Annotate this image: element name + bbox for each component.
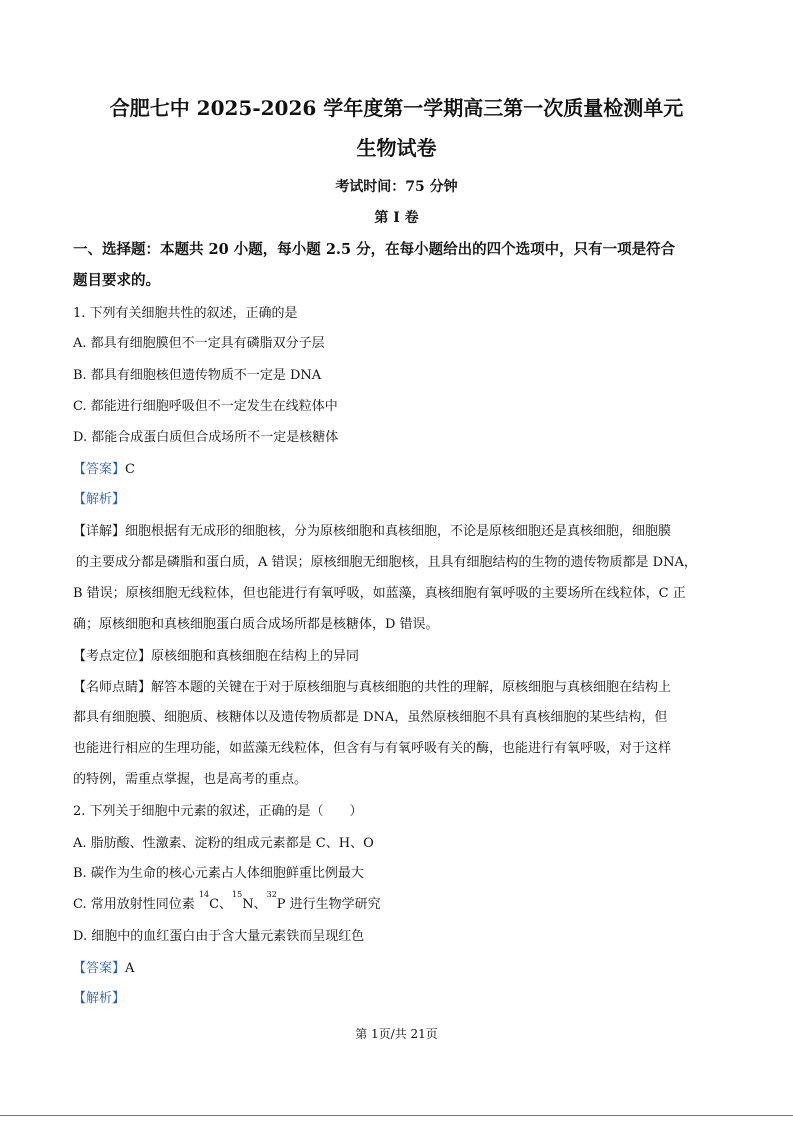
- q2-isotope-n: N、: [242, 897, 267, 912]
- q1-mingshi-label: 【名师点睛】: [73, 680, 152, 695]
- q1-kaodian: [73, 645, 359, 664]
- q1-mingshi-line4: 的特例，需重点掌握，也是高考的重点。: [73, 772, 308, 787]
- q1-option-a: A. 都具有细胞膜但不一定具有磷脂双分子层: [73, 336, 325, 351]
- exam-title-line1: 合肥七中 2025-2026 学年度第一学期高三第一次质量检测单元: [109, 96, 684, 120]
- q1-mingshi-line1: [73, 676, 671, 695]
- q1-mingshi-line2: 都具有细胞膜、细胞质、核糖体以及遗传物质都是 DNA，虽然原核细胞不具有真核细胞的某些结构，但: [73, 710, 668, 725]
- q2-stem: 2. 下列关于细胞中元素的叙述，正确的是（ ）: [73, 804, 363, 819]
- q2-answer: [73, 957, 134, 976]
- q2-option-b: B. 碳作为生命的核心元素占人体细胞鲜重比例最大: [73, 866, 364, 881]
- q1-option-d: D. 都能合成蛋白质但合成场所不一定是核糖体: [73, 430, 339, 445]
- q2-option-c-prefix: C. 常用放射性同位素: [73, 897, 199, 912]
- q1-mingshi-line3: 也能进行相应的生理功能，如蓝藻无线粒体，但含有与有氧呼吸有关的酶，也能进行有氧呼吸，对于这样: [73, 741, 672, 756]
- q2-isotope-mass-32: 32: [266, 890, 277, 899]
- q1-detail-line3: B 错误；原核细胞无线粒体，但也能进行有氧呼吸，如蓝藻，真核细胞有氧呼吸的主要场所在线粒体，C 正: [73, 586, 686, 601]
- q2-option-d: D. 细胞中的血红蛋白由于含大量元素铁而呈现红色: [73, 929, 365, 944]
- q1-kaodian-text: 原核细胞和真核细胞在结构上的异同: [151, 649, 360, 664]
- section-heading-line2: 题目要求的。: [73, 272, 160, 289]
- q1-answer-label: 【答案】: [73, 462, 126, 477]
- exam-time: 考试时间：75 分钟: [335, 179, 458, 195]
- section-heading-line1: 一、选择题：本题共 20 小题，每小题 2.5 分，在每小题给出的四个选项中，只有一项是符合: [73, 241, 676, 258]
- q1-detail-line2: 的主要成分都是磷脂和蛋白质，A 错误；原核细胞无细胞核，且具有细胞结构的生物的遗传物质都是 DNA，: [76, 555, 697, 570]
- q2-option-a: A. 脂肪酸、性激素、淀粉的组成元素都是 C、H、O: [73, 836, 374, 851]
- exam-title-line2: 生物试卷: [356, 136, 437, 160]
- q1-mingshi-text1: 解答本题的关键在于对于原核细胞与真核细胞的共性的理解，原核细胞与真核细胞在结构上: [151, 680, 672, 695]
- q2-isotope-mass-15: 15: [232, 890, 243, 899]
- q2-isotope-p: P 进行生物学研究: [276, 897, 381, 912]
- volume-label: 第 I 卷: [374, 210, 419, 226]
- q1-answer-value: C: [125, 462, 135, 477]
- q1-option-b: B. 都具有细胞核但遗传物质不一定是 DNA: [73, 368, 322, 383]
- q2-option-c: [73, 890, 381, 912]
- q2-analysis-label: 【解析】: [73, 991, 126, 1006]
- page-number: 第 1页/共 21页: [355, 1027, 438, 1041]
- q1-analysis-label: 【解析】: [73, 492, 126, 507]
- q2-answer-value: A: [125, 961, 135, 976]
- q1-detail-label: 【详解】: [73, 524, 126, 539]
- q1-detail-line4: 确；原核细胞和真核细胞蛋白质合成场所都是核糖体，D 错误。: [73, 617, 439, 632]
- q2-isotope-mass-14: 14: [198, 890, 210, 899]
- q1-stem: 1. 下列有关细胞共性的叙述，正确的是: [73, 306, 298, 321]
- q1-detail-line1: [73, 520, 671, 539]
- page-bottom-divider: [0, 1115, 793, 1116]
- q1-answer: [73, 458, 135, 477]
- q2-isotope-c: C、: [209, 897, 233, 912]
- q1-kaodian-label: 【考点定位】: [73, 649, 152, 664]
- q1-detail-text1: 细胞根据有无成形的细胞核，分为原核细胞和真核细胞，不论是原核细胞还是真核细胞，细胞膜: [125, 524, 672, 539]
- q2-answer-label: 【答案】: [73, 961, 126, 976]
- q1-option-c: C. 都能进行细胞呼吸但不一定发生在线粒体中: [73, 399, 338, 414]
